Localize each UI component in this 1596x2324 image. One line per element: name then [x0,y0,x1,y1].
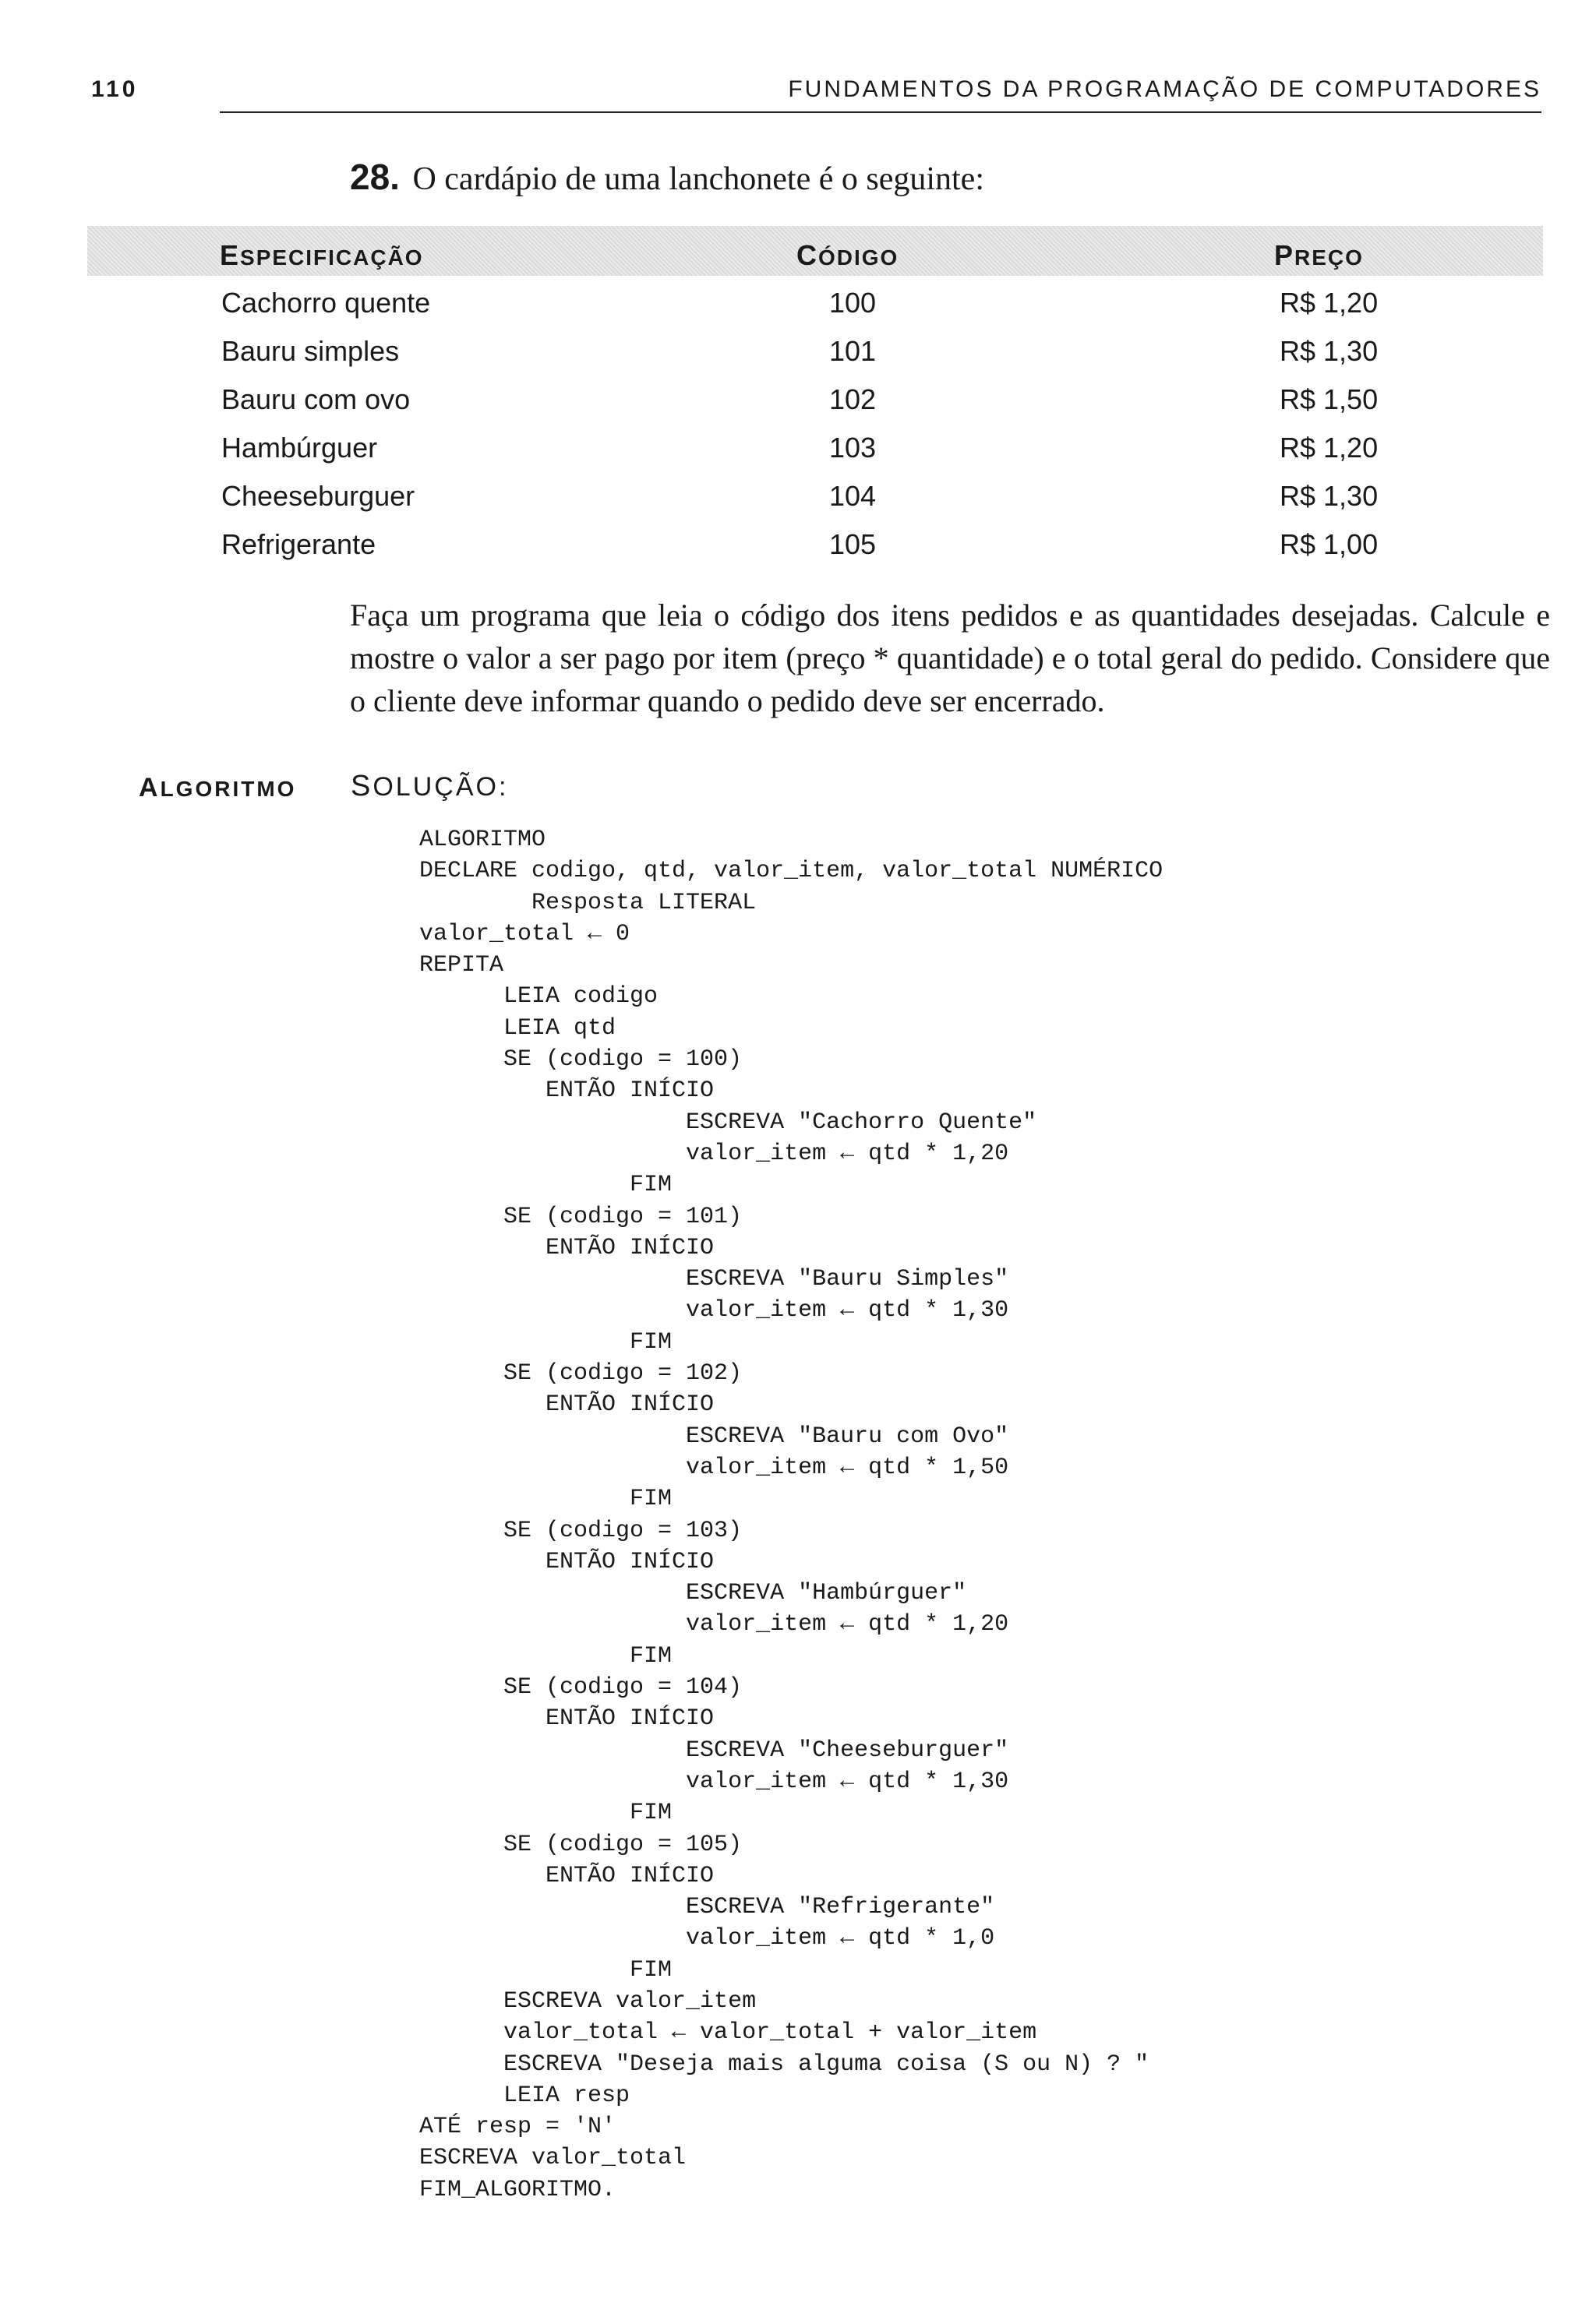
table-row [0,287,1596,335]
menu-item-price: R$ 1,00 [1280,528,1379,560]
algorithm-margin-label: ALGORITMO [139,773,297,802]
code-line: valor_total ← 0 [419,920,630,947]
table-row [0,528,1596,577]
code-line: valor_item ← qtd * 1,0 [419,1925,995,1952]
code-line: FIM [419,1328,673,1356]
code-line: SE (codigo = 104) [419,1674,743,1702]
page-number: 110 [91,76,139,102]
code-line: ESCREVA "Hambúrguer" [419,1580,967,1607]
code-line: ENTÃO INÍCIO [419,1862,715,1889]
solution-label: SOLUÇÃO: [351,770,509,802]
code-line: FIM [419,1800,673,1827]
code-line: ESCREVA "Cheeseburguer" [419,1737,1009,1764]
menu-item-code: 101 [829,335,877,367]
code-line: ENTÃO INÍCIO [419,1391,715,1419]
code-line: valor_item ← qtd * 1,20 [419,1611,1009,1638]
table-row [0,432,1596,480]
code-line: valor_item ← qtd * 1,20 [419,1140,1009,1167]
menu-item-spec: Cachorro quente [221,287,431,319]
code-block [419,824,1163,2206]
code-line: REPITA [419,952,504,979]
code-line: ENTÃO INÍCIO [419,1234,715,1261]
table-row [0,480,1596,528]
code-line: ALGORITMO [419,827,546,853]
code-line: LEIA codigo [419,983,659,1010]
code-line: SE (codigo = 101) [419,1203,743,1230]
exercise-heading [350,156,984,198]
exercise-intro: O cardápio de uma lanchonete é o seguinte: [412,161,984,197]
code-line: LEIA qtd [419,1014,616,1042]
code-line: DECLARE codigo, qtd, valor_item, valor_total NUMÉRICO [419,858,1163,885]
col-header-code: CÓDIGO [796,239,899,271]
exercise-number: 28. [350,157,400,197]
code-line: ENTÃO INÍCIO [419,1548,715,1575]
menu-item-spec: Bauru com ovo [221,383,411,415]
code-line: FIM_ALGORITMO. [419,2176,616,2203]
code-line: SE (codigo = 102) [419,1360,743,1388]
code-line: ENTÃO INÍCIO [419,1705,715,1733]
menu-item-spec: Cheeseburguer [221,480,415,512]
table-row [0,383,1596,432]
menu-item-price: R$ 1,20 [1280,287,1379,319]
col-header-spec: ESPECIFICAÇÃO [220,239,424,271]
code-line: ESCREVA "Refrigerante" [419,1894,995,1921]
code-line: FIM [419,1642,673,1670]
code-line: FIM [419,1172,673,1199]
code-line: ENTÃO INÍCIO [419,1077,715,1105]
code-line: SE (codigo = 103) [419,1517,743,1544]
menu-item-code: 105 [829,528,877,560]
menu-item-code: 103 [829,432,877,464]
code-line: ESCREVA "Bauru Simples" [419,1266,1009,1293]
code-line: ESCREVA valor_item [419,1987,757,2015]
code-line: ESCREVA valor_total [419,2145,687,2172]
code-line: SE (codigo = 100) [419,1046,743,1074]
table-row [0,335,1596,383]
col-header-price: PREÇO [1274,239,1364,271]
header-rule [220,111,1541,113]
menu-item-price: R$ 1,30 [1280,480,1379,512]
menu-item-price: R$ 1,30 [1280,335,1379,367]
code-line: SE (codigo = 105) [419,1831,743,1858]
menu-item-code: 104 [829,480,877,512]
menu-item-spec: Refrigerante [221,528,376,560]
code-line: valor_item ← qtd * 1,30 [419,1768,1009,1795]
code-line: valor_total ← valor_total + valor_item [419,2019,1037,2047]
code-line: LEIA resp [419,2082,630,2109]
code-line: ATÉ resp = 'N' [419,2114,616,2141]
menu-item-spec: Bauru simples [221,335,400,367]
running-header: FUNDAMENTOS DA PROGRAMAÇÃO DE COMPUTADORES [788,76,1541,102]
code-line: ESCREVA "Bauru com Ovo" [419,1423,1009,1450]
menu-item-code: 102 [829,383,877,415]
menu-item-price: R$ 1,50 [1280,383,1379,415]
code-line: valor_item ← qtd * 1,50 [419,1454,1009,1481]
menu-item-spec: Hambúrguer [221,432,378,464]
code-line: Resposta LITERAL [419,889,757,916]
code-line: FIM [419,1486,673,1513]
problem-text: Faça um programa que leia o código dos itens pedidos e as quantidades desejadas. Calcule e mostre o valor a ser pago por item (preço * quantidade) e o total geral do pedido. Considere que o cliente deve informar quando o pedido deve ser encerrado. [350,598,1550,718]
code-line: ESCREVA "Cachorro Quente" [419,1109,1037,1136]
code-line: ESCREVA "Deseja mais alguma coisa (S ou N) ? " [419,2051,1149,2078]
code-line: valor_item ← qtd * 1,30 [419,1297,1009,1324]
code-line: FIM [419,1956,673,1984]
menu-item-code: 100 [829,287,877,319]
menu-item-price: R$ 1,20 [1280,432,1379,464]
